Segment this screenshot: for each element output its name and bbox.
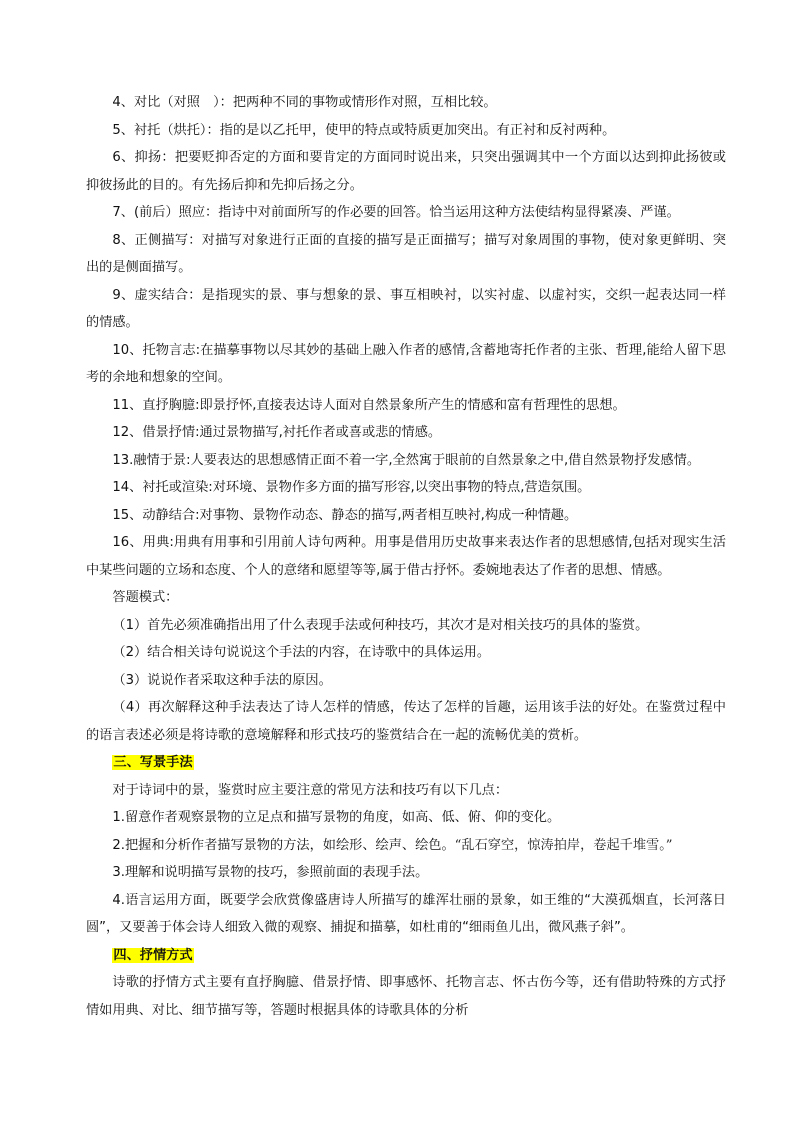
document-page xyxy=(86,89,726,1024)
paragraph-step-1: （1）首先必须准确指出用了什么表现手法或何种技巧，其次才是对相关技巧的具体的鉴赏。 xyxy=(112,617,649,633)
scenery-item-1: 1.留意作者观察景物的立足点和描写景物的角度，如高、低、俯、仰的变化。 xyxy=(112,810,561,825)
scenery-item-4: 4.语言运用方面，既要学会欣赏像盛唐诗人所描写的雄浑壮丽的景象，如王维的“大漠孤烟直，长河落日圆”，又要善于体会诗人细致入微的观察、捕捉和描摹，如杜甫的“细雨鱼儿出，微风燕子斜”。 xyxy=(86,892,726,935)
scenery-intro: 对于诗词中的景，鉴赏时应主要注意的常见方法和技巧有以下几点： xyxy=(112,782,509,798)
paragraph-praise-blame: 6、抑扬：把要贬抑否定的方面和要肯定的方面同时说出来，只突出强调其中一个方面以达到抑此扬彼或抑彼扬此的目的。有先扬后抑和先抑后扬之分。 xyxy=(86,150,726,193)
paragraph-foil: 5、衬托（烘托）：指的是以乙托甲，使甲的特点或特质更加突出。有正衬和反衬两种。 xyxy=(112,122,616,138)
paragraph-step-3: （3）说说作者采取这种手法的原因。 xyxy=(112,672,332,688)
paragraph-rendering: 14、衬托或渲染:对环境、景物作多方面的描写形容,以突出事物的特点,营造氛围。 xyxy=(112,480,591,495)
paragraph-echo: 7、(前后）照应：指诗中对前面所写的作必要的回答。恰当运用这种方法使结构显得紧凑、严谨。 xyxy=(112,205,680,220)
lyric-methods-text: 诗歌的抒情方式主要有直抒胸臆、借景抒情、即事感怀、托物言志、怀古伤今等，还有借助特殊的方式抒情如用典、对比、细节描写等，答题时根据具体的诗歌具体的分析 xyxy=(86,975,726,1018)
scenery-item-2-quote: “乱石穿空，惊涛拍岸，卷起千堆雪。” xyxy=(454,837,673,853)
paragraph-step-4: （4）再次解释这种手法表达了诗人怎样的情感，传达了怎样的旨趣，运用该手法的好处。在鉴赏过程中的语言表述必须是将诗歌的意境解释和形式技巧的鉴赏结合在一起的流畅优美的赏析。 xyxy=(86,700,726,743)
section-heading-scenery-text: 三、写景手法 xyxy=(113,755,193,770)
paragraph-answer-mode: 答题模式： xyxy=(112,590,179,605)
scenery-item-2-text: 2.把握和分析作者描写景物的方法，如绘形、绘声、绘色。 xyxy=(112,837,455,853)
paragraph-allusion: 16、用典:用典有用事和引用前人诗句两种。用事是借用历史故事来表达作者的思想感情,包括对现实生活中某些问题的立场和态度、个人的意绪和愿望等等,属于借古抒怀。委婉地表达了作者的思想、情感。 xyxy=(86,535,726,578)
section-heading-lyric xyxy=(86,942,726,970)
scenery-item-2 xyxy=(86,832,726,860)
paragraph-motion-stillness: 15、动静结合:对事物、景物作动态、静态的描写,两者相互映衬,构成一种情趣。 xyxy=(112,507,578,523)
paragraph-emotion-in-scene: 13.融情于景:人要表达的思想感情正面不着一字,全然寓于眼前的自然景象之中,借自然景物抒发感情。 xyxy=(112,452,701,468)
paragraph-object-aspiration: 10、托物言志:在描摹事物以尽其妙的基础上融入作者的感情,含蓄地寄托作者的主张、哲理,能给人留下思考的余地和想象的空间。 xyxy=(86,342,726,385)
scenery-item-3: 3.理解和说明描写景物的技巧，参照前面的表现手法。 xyxy=(112,865,429,880)
paragraph-real-virtual: 9、虚实结合：是指现实的景、事与想象的景、事互相映衬，以实衬虚、以虚衬实，交织一起表达同一样的情感。 xyxy=(86,287,726,330)
paragraph-contrast: 4、对比（对照 ）：把两种不同的事物或情形作对照，互相比较。 xyxy=(112,95,497,110)
paragraph-scene-emotion: 12、借景抒情:通过景物描写,衬托作者或喜或悲的情感。 xyxy=(112,425,442,440)
section-heading-lyric-text: 四、抒情方式 xyxy=(113,947,193,963)
paragraph-step-2: （2）结合相关诗句说说这个手法的内容，在诗歌中的具体运用。 xyxy=(112,645,491,660)
section-heading-scenery xyxy=(86,749,726,777)
paragraph-direct-indirect: 8、正侧描写：对描写对象进行正面的直接的描写是正面描写；描写对象周围的事物，使对象更鲜明、突出的是侧面描写。 xyxy=(86,232,726,275)
paragraph-direct-lyric: 11、直抒胸臆:即景抒怀,直接表达诗人面对自然景象所产生的情感和富有哲理性的思想。 xyxy=(112,397,626,413)
